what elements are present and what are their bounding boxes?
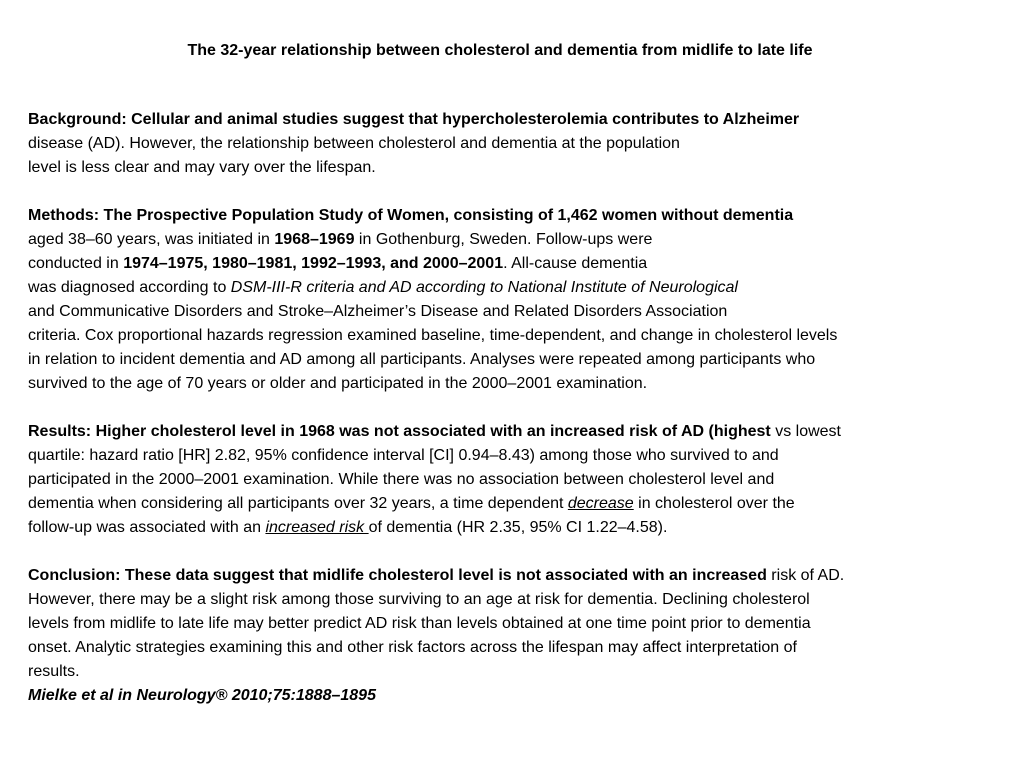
methods-text: criteria. Cox proportional hazards regression examined baseline, time-dependent, and change in cholesterol levels [28,327,838,344]
conclusion-text: However, there may be a slight risk among those surviving to an age at risk for dementia. Declining cholesterol [28,591,810,608]
methods-text: in relation to incident dementia and AD among all participants. Analyses were repeated among participants who [28,351,816,368]
results-text: in cholesterol over the [633,495,795,512]
conclusion-text: levels from midlife to late life may better predict AD risk than levels obtained at one time point prior to dementia [28,615,811,632]
methods-followup-years: 1974–1975, 1980–1981, 1992–1993, and 2000–2001 [123,255,504,272]
page-title: The 32-year relationship between cholesterol and dementia from midlife to late life [187,42,813,59]
methods-text: was diagnosed according to [28,279,231,296]
conclusion-text: risk of AD. [766,567,845,584]
methods-text: survived to the age of 70 years or older and participated in the 2000–2001 examination. [28,375,648,392]
conclusion-text: results. [28,663,80,680]
methods-text: in Gothenburg, Sweden. Follow-ups were [354,231,653,248]
methods-years: 1968–1969 [274,231,355,248]
methods-text: aged 38–60 years, was initiated in [28,231,275,248]
citation: Mielke et al in Neurology® 2010;75:1888–1895 [28,687,376,704]
methods-text: and Communicative Disorders and Stroke–Alzheimer’s Disease and Related Disorders Association [28,303,728,320]
results-text: of dementia (HR 2.35, 95% CI 1.22–4.58). [368,519,668,536]
results-text: participated in the 2000–2001 examination. While there was no association between cholesterol level and [28,471,775,488]
methods-section [28,204,988,396]
background-heading: Background: Cellular and animal studies suggest that hypercholesterolemia contributes to Alzheimer [28,111,800,128]
results-emphasis-decrease: decrease [567,495,634,512]
results-text: vs lowest [770,423,841,440]
conclusion-text: onset. Analytic strategies examining this and other risk factors across the lifespan may affect interpretation of [28,639,797,656]
results-emphasis-increased-risk: increased risk [265,519,369,536]
conclusion-section [28,564,988,708]
results-text: quartile: hazard ratio [HR] 2.82, 95% confidence interval [CI] 0.94–8.43) among those who survived to and [28,447,779,464]
background-text: level is less clear and may vary over the lifespan. [28,159,376,176]
results-heading: Results: Higher cholesterol level in 1968 was not associated with an increased risk of AD (highest [28,423,771,440]
methods-text: . All-cause dementia [503,255,648,272]
methods-heading: Methods: The Prospective Population Study of Women, consisting of 1,462 women without dementia [28,207,794,224]
conclusion-heading: Conclusion: These data suggest that midlife cholesterol level is not associated with an increased [28,567,767,584]
methods-criteria: DSM-III-R criteria and AD according to National Institute of Neurological [230,279,738,296]
results-section [28,420,988,540]
results-text: dementia when considering all participants over 32 years, a time dependent [28,495,568,512]
methods-text: conducted in [28,255,124,272]
background-section [28,108,988,180]
results-text: follow-up was associated with an [28,519,266,536]
abstract-body [28,108,988,708]
background-text: disease (AD). However, the relationship between cholesterol and dementia at the population [28,135,680,152]
